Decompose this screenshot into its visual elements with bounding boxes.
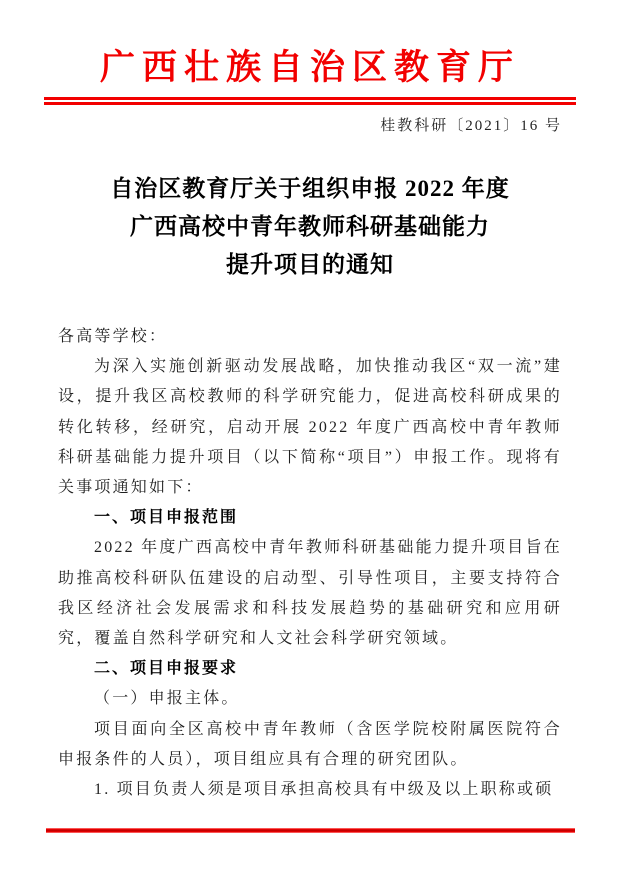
notice-title bbox=[0, 170, 620, 284]
paragraph-subject-label: （一）申报主体。 bbox=[94, 690, 240, 708]
notice-title-line-1: 自治区教育厅关于组织申报 2022 年度 bbox=[110, 176, 510, 201]
salutation: 各高等学校： bbox=[58, 328, 168, 345]
section-heading-2: 二、项目申报要求 bbox=[94, 660, 239, 678]
paragraph-subject-detail: 项目面向全区高校中青年教师（含医学院校附属医院符合申报条件的人员），项目组应具有合理的研究团队。 bbox=[58, 720, 562, 768]
notice-body bbox=[0, 322, 620, 805]
agency-letterhead: 广西壮族自治区教育厅 bbox=[99, 48, 520, 87]
letterhead-divider bbox=[44, 97, 576, 105]
document-number: 桂教科研〔2021〕16 号 bbox=[380, 118, 562, 134]
section-heading-1: 一、项目申报范围 bbox=[94, 509, 239, 527]
paragraph-item-1: 1. 项目负责人须是项目承担高校具有中级及以上职称或硕 bbox=[94, 781, 554, 799]
footer-divider bbox=[46, 828, 575, 833]
notice-title-line-2: 广西高校中青年教师科研基础能力 bbox=[130, 214, 490, 239]
notice-title-line-3: 提升项目的通知 bbox=[226, 252, 394, 277]
paragraph-intro: 为深入实施创新驱动发展战略，加快推动我区“双一流”建设，提升我区高校教师的科学研究能力，促进高校科研成果的转化转移，经研究，启动开展 2022 年度广西高校中青年教师科研基础能力提升项目（以下简称“项目”）申报工作。现将有关事项通知如下： bbox=[58, 358, 562, 497]
paragraph-scope: 2022 年度广西高校中青年教师科研基础能力提升项目旨在助推高校科研队伍建设的启动型、引导性项目，主要支持符合我区经济社会发展需求和科技发展趋势的基础研究和应用研究，覆盖自然科学研究和人文社会科学研究领域。 bbox=[58, 539, 562, 648]
